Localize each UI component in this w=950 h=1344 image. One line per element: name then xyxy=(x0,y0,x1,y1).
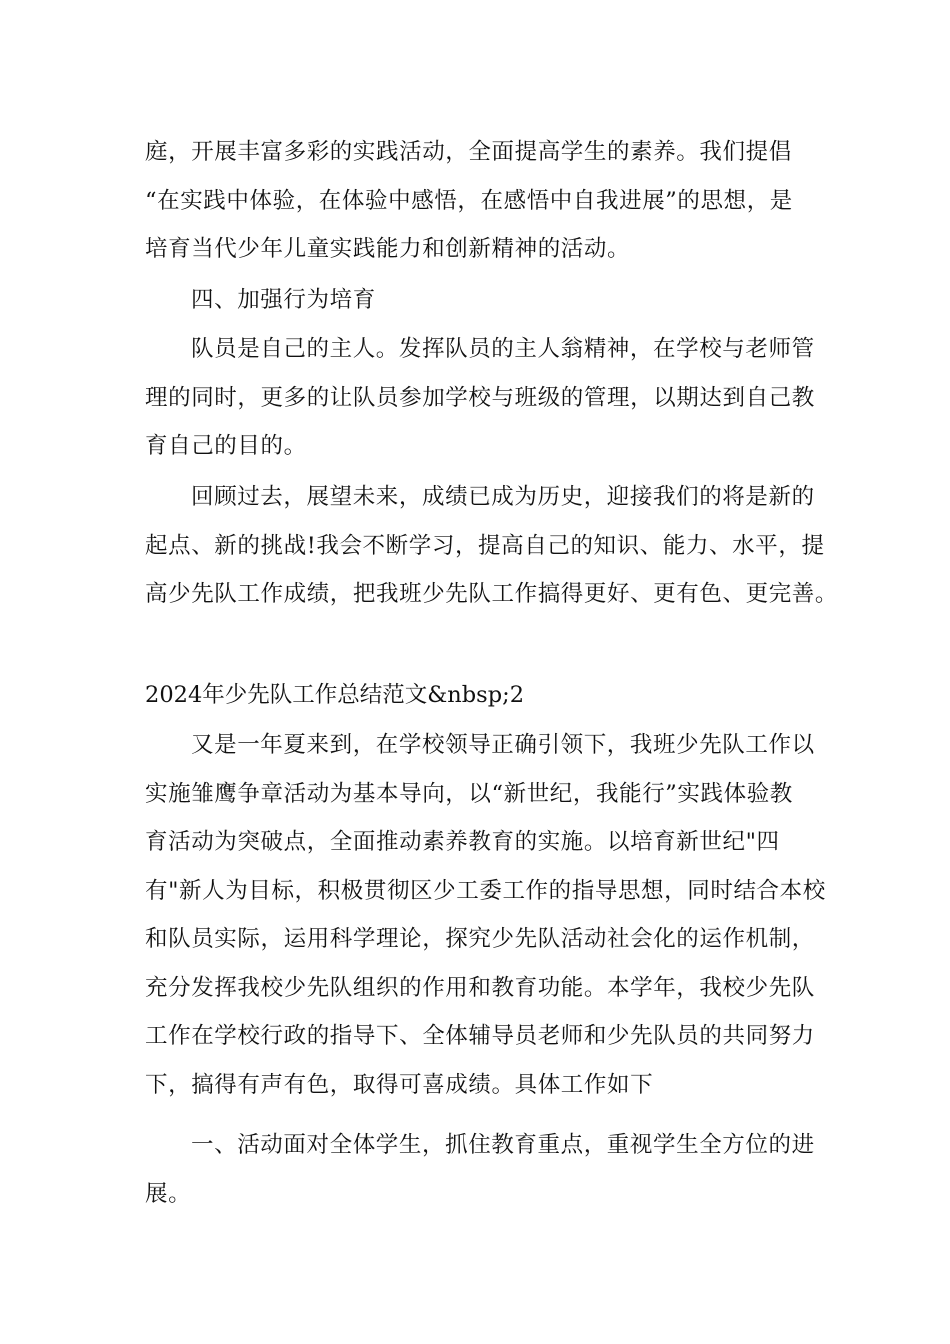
section-heading: 四、加强行为培育 xyxy=(191,287,376,313)
text-line: 工作在学校行政的指导下、全体辅导员老师和少先队员的共同努力 xyxy=(145,1023,815,1049)
text-line: 下，搞得有声有色，取得可喜成绩。具体工作如下 xyxy=(145,1071,654,1098)
text-line: 实施雏鹰争章活动为基本导向，以“新世纪，我能行”实践体验教 xyxy=(145,780,793,807)
text-line: “在实践中体验，在体验中感悟，在感悟中自我进展”的思想，是 xyxy=(145,187,793,214)
document-title: 2024年少先队工作总结范文&nbsp;2 xyxy=(145,682,525,708)
text-line: 育活动为突破点，全面推动素养教育的实施。以培育新世纪"四 xyxy=(145,829,780,855)
text-line: 一、活动面对全体学生，抓住教育重点，重视学生全方位的进 xyxy=(191,1132,815,1158)
text-line: 回顾过去，展望未来，成绩已成为历史，迎接我们的将是新的 xyxy=(191,484,815,510)
heading-four xyxy=(145,276,825,325)
text-line: 培育当代少年儿童实践能力和创新精神的活动。 xyxy=(145,236,631,262)
text-line: 又是一年夏来到，在学校领导正确引领下，我班少先队工作以 xyxy=(191,732,815,758)
text-line: 和队员实际，运用科学理论，探究少先队活动社会化的运作机制， xyxy=(145,926,815,952)
text-line: 育自己的目的。 xyxy=(145,433,307,459)
text-line: 有"新人为目标，积极贯彻区少工委工作的指导思想，同时结合本校 xyxy=(145,877,826,904)
text-line: 庭，开展丰富多彩的实践活动，全面提高学生的素养。我们提倡 xyxy=(145,139,792,165)
text-line: 展。 xyxy=(145,1180,192,1207)
paragraph-review xyxy=(145,473,839,619)
text-line: 队员是自己的主人。发挥队员的主人翁精神，在学校与老师管 xyxy=(191,336,815,362)
text-line: 高少先队工作成绩，把我班少先队工作搞得更好、更有色、更完善。 xyxy=(145,581,839,607)
paragraph-activity xyxy=(145,1121,825,1218)
text-line: 充分发挥我校少先队组织的作用和教育功能。本学年，我校少先队 xyxy=(145,974,815,1001)
section-two-title xyxy=(145,671,825,720)
paragraph-members xyxy=(145,325,825,471)
text-line: 理的同时，更多的让队员参加学校与班级的管理，以期达到自己教 xyxy=(145,384,815,411)
paragraph-opening xyxy=(145,721,825,1109)
text-line: 起点、新的挑战!我会不断学习，提高自己的知识、能力、水平，提 xyxy=(145,532,825,559)
paragraph-intro xyxy=(145,128,825,274)
